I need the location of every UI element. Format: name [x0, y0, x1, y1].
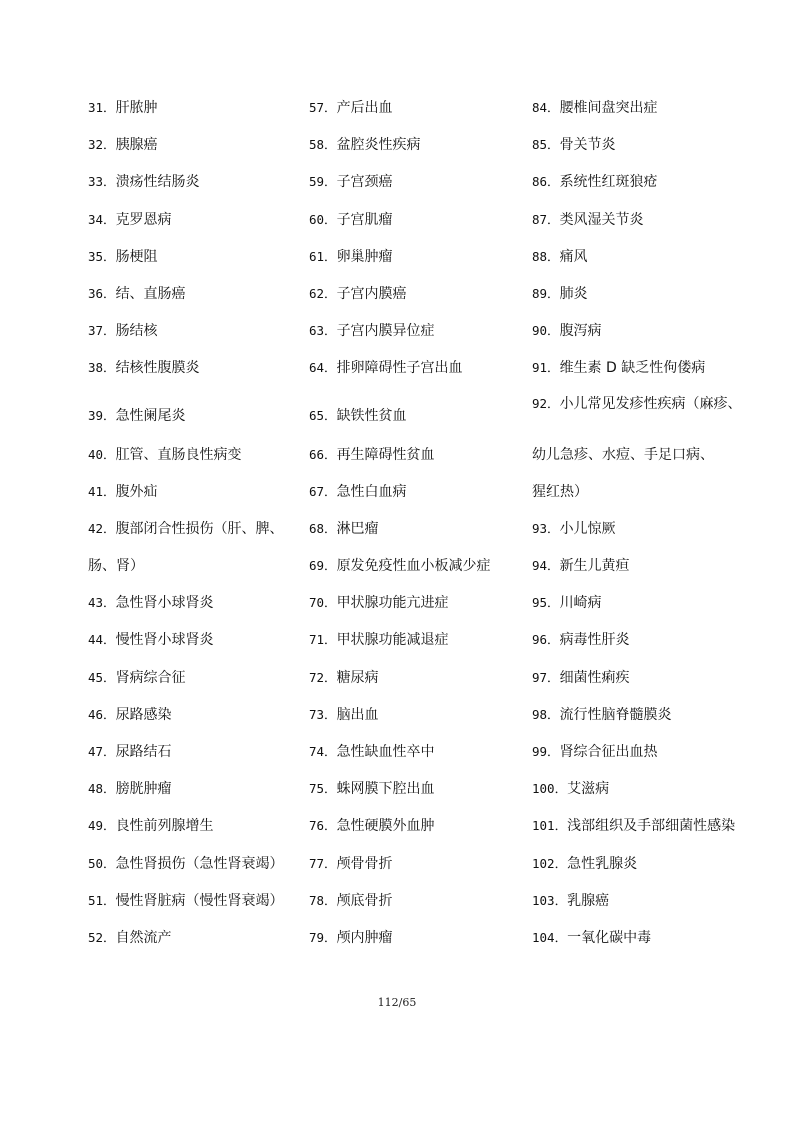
- item-number: 32．: [88, 137, 116, 153]
- item-text: 维生素 D 缺乏性佝偻病: [559, 360, 706, 377]
- item-number: 40．: [88, 446, 116, 462]
- item-text: 产后出血: [336, 100, 393, 116]
- item-text: 猩红热）: [532, 483, 588, 500]
- item-text: 肾病综合征: [115, 669, 186, 686]
- item-text: 小儿常见发疹性疾病（麻疹、: [559, 395, 742, 412]
- item-text: 肾综合征出血热: [559, 744, 658, 760]
- item-text: 子宫肌瘤: [336, 211, 393, 228]
- item-number: 104．: [532, 929, 568, 945]
- list-item: [309, 700, 524, 737]
- item-text: 痛风: [559, 248, 588, 265]
- item-number: 38．: [88, 360, 116, 376]
- item-number: 73．: [309, 706, 337, 722]
- item-text: 肠结核: [115, 323, 158, 340]
- list-item: [532, 700, 777, 737]
- list-item: [88, 130, 298, 167]
- item-text: 细菌性痢疾: [559, 669, 630, 686]
- item-number: 74．: [309, 744, 337, 759]
- list-item: [88, 849, 298, 886]
- list-item: [88, 588, 298, 625]
- item-number: 61．: [309, 248, 337, 264]
- item-number: 43．: [88, 595, 116, 611]
- item-number: 66．: [309, 446, 337, 462]
- item-text: 糖尿病: [336, 669, 379, 686]
- item-number: 67．: [309, 483, 337, 499]
- list-item: [532, 625, 777, 662]
- list-item: [532, 774, 777, 811]
- list-item: [88, 93, 298, 130]
- list-item: [88, 625, 298, 662]
- item-text: 良性前列腺增生: [115, 818, 214, 835]
- item-number: 94．: [532, 558, 560, 574]
- item-number: 59．: [309, 174, 337, 190]
- list-item: [88, 440, 298, 477]
- item-number: 100．: [532, 781, 568, 797]
- item-text: 脑出血: [336, 706, 379, 723]
- list-item: [309, 886, 524, 923]
- item-number: 46．: [88, 706, 116, 722]
- item-text: 溃疡性结肠炎: [115, 174, 200, 191]
- item-text: 甲状腺功能亢进症: [336, 595, 449, 612]
- list-item: [532, 391, 777, 440]
- item-text: 结核性腹膜炎: [115, 360, 200, 377]
- item-text: 肝脓肿: [115, 100, 158, 116]
- page-number: 112/65: [377, 996, 417, 1009]
- list-item: [532, 477, 777, 514]
- item-text: 慢性肾脏病（慢性肾衰竭）: [115, 892, 284, 909]
- item-text: 病毒性肝炎: [559, 632, 630, 649]
- item-text: 自然流产: [115, 929, 172, 946]
- item-text: 膀胱肿瘤: [115, 781, 172, 798]
- list-item: [532, 923, 777, 960]
- item-text: 乳腺癌: [567, 892, 610, 909]
- item-number: 63．: [309, 323, 337, 339]
- list-item: [309, 93, 524, 130]
- list-item: [88, 663, 298, 700]
- column-3: [532, 93, 777, 960]
- item-text: 尿路结石: [115, 744, 172, 760]
- item-number: 41．: [88, 483, 116, 499]
- item-text: 川崎病: [559, 595, 602, 612]
- list-item: [88, 737, 298, 774]
- item-number: 88．: [532, 248, 560, 264]
- item-number: 31．: [88, 100, 116, 115]
- list-item: [309, 514, 524, 551]
- item-text: 卵巢肿瘤: [336, 248, 393, 265]
- item-text: 颅内肿瘤: [336, 929, 393, 946]
- item-text: 骨关节炎: [559, 137, 616, 154]
- list-item: [532, 849, 777, 886]
- list-item: [532, 279, 777, 316]
- item-number: 71．: [309, 632, 337, 648]
- item-number: 47．: [88, 744, 116, 759]
- list-item: [309, 167, 524, 204]
- list-item: [309, 588, 524, 625]
- item-text: 排卵障碍性子宫出血: [336, 360, 463, 377]
- item-text: 急性肾小球肾炎: [115, 595, 214, 612]
- item-number: 64．: [309, 360, 337, 376]
- item-number: 34．: [88, 211, 116, 227]
- list-item: [532, 588, 777, 625]
- list-item: [309, 477, 524, 514]
- item-number: 51．: [88, 892, 116, 908]
- list-item: [532, 205, 777, 242]
- item-number: 48．: [88, 781, 116, 797]
- list-item: [309, 391, 524, 440]
- list-item: [88, 811, 298, 848]
- item-text: 腰椎间盘突出症: [559, 100, 658, 116]
- item-number: 76．: [309, 818, 337, 834]
- list-item: [532, 663, 777, 700]
- list-item: [88, 774, 298, 811]
- list-item: [532, 737, 777, 774]
- list-item: [309, 923, 524, 960]
- list-item: [88, 242, 298, 279]
- item-number: 95．: [532, 595, 560, 611]
- list-item: [309, 663, 524, 700]
- item-text: 盆腔炎性疾病: [336, 137, 421, 154]
- column-2: [309, 93, 524, 960]
- item-text: 流行性脑脊髓膜炎: [559, 706, 672, 723]
- item-text: 急性乳腺炎: [567, 855, 638, 872]
- list-item: [88, 279, 298, 316]
- item-number: 50．: [88, 855, 116, 871]
- item-number: 42．: [88, 520, 116, 536]
- item-text: 原发免疫性血小板减少症: [336, 558, 491, 575]
- list-item: [532, 811, 777, 848]
- item-number: 37．: [88, 323, 116, 339]
- list-item: [88, 391, 298, 440]
- item-number: 68．: [309, 520, 337, 536]
- list-item: [88, 353, 298, 390]
- item-number: 52．: [88, 929, 116, 945]
- item-text: 艾滋病: [567, 781, 610, 798]
- item-text: 子宫内膜癌: [336, 285, 407, 302]
- list-item: [309, 205, 524, 242]
- list-item: [532, 167, 777, 204]
- list-item: [309, 279, 524, 316]
- item-number: 103．: [532, 892, 568, 908]
- item-number: 90．: [532, 323, 560, 339]
- item-number: 75．: [309, 781, 337, 797]
- item-number: 92．: [532, 395, 560, 411]
- item-number: 96．: [532, 632, 560, 648]
- item-number: 91．: [532, 360, 560, 376]
- item-text: 肺炎: [559, 285, 588, 302]
- item-text: 淋巴瘤: [336, 520, 379, 537]
- item-text: 子宫内膜异位症: [336, 323, 435, 340]
- item-number: 101．: [532, 818, 568, 834]
- item-text: 急性白血病: [336, 483, 407, 500]
- item-text: 胰腺癌: [115, 137, 158, 154]
- item-text: 一氧化碳中毒: [567, 929, 652, 946]
- list-item: [88, 700, 298, 737]
- item-text: 急性缺血性卒中: [336, 744, 435, 760]
- item-text: 颅骨骨折: [336, 855, 393, 872]
- list-item: [309, 737, 524, 774]
- list-item: [532, 514, 777, 551]
- item-text: 急性硬膜外血肿: [336, 818, 435, 835]
- list-item: [532, 886, 777, 923]
- list-item: [532, 316, 777, 353]
- item-number: 102．: [532, 855, 568, 871]
- item-number: 97．: [532, 669, 560, 685]
- item-number: 99．: [532, 744, 560, 759]
- item-number: 93．: [532, 520, 560, 536]
- item-text: 蛛网膜下腔出血: [336, 781, 435, 798]
- item-number: 84．: [532, 100, 560, 115]
- list-item: [532, 93, 777, 130]
- item-text: 腹部闭合性损伤（肝、脾、: [115, 520, 284, 537]
- item-text: 颅底骨折: [336, 892, 393, 909]
- list-item: [309, 316, 524, 353]
- list-item: [309, 242, 524, 279]
- item-text: 甲状腺功能减退症: [336, 632, 449, 649]
- list-item: [309, 625, 524, 662]
- item-number: 33．: [88, 174, 116, 190]
- list-item: [309, 440, 524, 477]
- item-number: 85．: [532, 137, 560, 153]
- column-1: [88, 93, 298, 960]
- item-text: 类风湿关节炎: [559, 211, 644, 228]
- list-item: [309, 849, 524, 886]
- item-text: 再生障碍性贫血: [336, 446, 435, 463]
- item-number: 58．: [309, 137, 337, 153]
- item-text: 幼儿急疹、水痘、手足口病、: [532, 446, 714, 463]
- list-item: [88, 167, 298, 204]
- list-item: [88, 205, 298, 242]
- item-text: 尿路感染: [115, 706, 172, 723]
- list-item: [309, 353, 524, 390]
- item-number: 60．: [309, 211, 337, 227]
- item-number: 79．: [309, 929, 337, 945]
- item-number: 89．: [532, 285, 560, 301]
- item-number: 49．: [88, 818, 116, 834]
- list-item: [88, 477, 298, 514]
- item-number: 36．: [88, 285, 116, 301]
- list-item: [532, 440, 777, 477]
- item-text: 肛管、直肠良性病变: [115, 446, 242, 463]
- list-item: [532, 551, 777, 588]
- list-item: [309, 551, 524, 588]
- list-item: [309, 130, 524, 167]
- item-text: 浅部组织及手部细菌性感染: [567, 818, 736, 835]
- item-text: 新生儿黄疸: [559, 558, 630, 575]
- item-text: 克罗恩病: [115, 211, 172, 228]
- list-item: [88, 923, 298, 960]
- item-text: 腹外疝: [115, 483, 158, 500]
- item-number: 69．: [309, 558, 337, 574]
- item-number: 35．: [88, 248, 116, 264]
- item-number: 87．: [532, 211, 560, 227]
- item-text: 小儿惊厥: [559, 520, 616, 537]
- item-number: 70．: [309, 595, 337, 611]
- item-text: 肠、肾）: [88, 558, 144, 575]
- item-text: 慢性肾小球肾炎: [115, 632, 214, 649]
- list-item: [532, 242, 777, 279]
- list-item: [309, 811, 524, 848]
- list-item: [88, 886, 298, 923]
- item-text: 系统性红斑狼疮: [559, 174, 658, 191]
- list-item: [88, 514, 298, 551]
- item-number: 57．: [309, 100, 337, 115]
- list-item: [309, 774, 524, 811]
- item-number: 78．: [309, 892, 337, 908]
- item-number: 44．: [88, 632, 116, 648]
- list-item: [532, 353, 777, 390]
- item-text: 结、直肠癌: [115, 285, 186, 302]
- item-text: 急性阑尾炎: [115, 407, 186, 424]
- list-item: [532, 130, 777, 167]
- item-text: 腹泻病: [559, 323, 602, 340]
- item-text: 肠梗阻: [115, 248, 158, 265]
- item-number: 62．: [309, 285, 337, 301]
- item-number: 65．: [309, 407, 337, 423]
- item-number: 77．: [309, 855, 337, 871]
- item-text: 急性肾损伤（急性肾衰竭）: [115, 855, 284, 872]
- item-text: 缺铁性贫血: [336, 407, 407, 424]
- item-number: 72．: [309, 669, 337, 685]
- item-number: 98．: [532, 706, 560, 722]
- item-number: 86．: [532, 174, 560, 190]
- item-number: 39．: [88, 407, 116, 423]
- list-item: [88, 316, 298, 353]
- list-item: [88, 551, 298, 588]
- item-number: 45．: [88, 669, 116, 685]
- item-text: 子宫颈癌: [336, 174, 393, 191]
